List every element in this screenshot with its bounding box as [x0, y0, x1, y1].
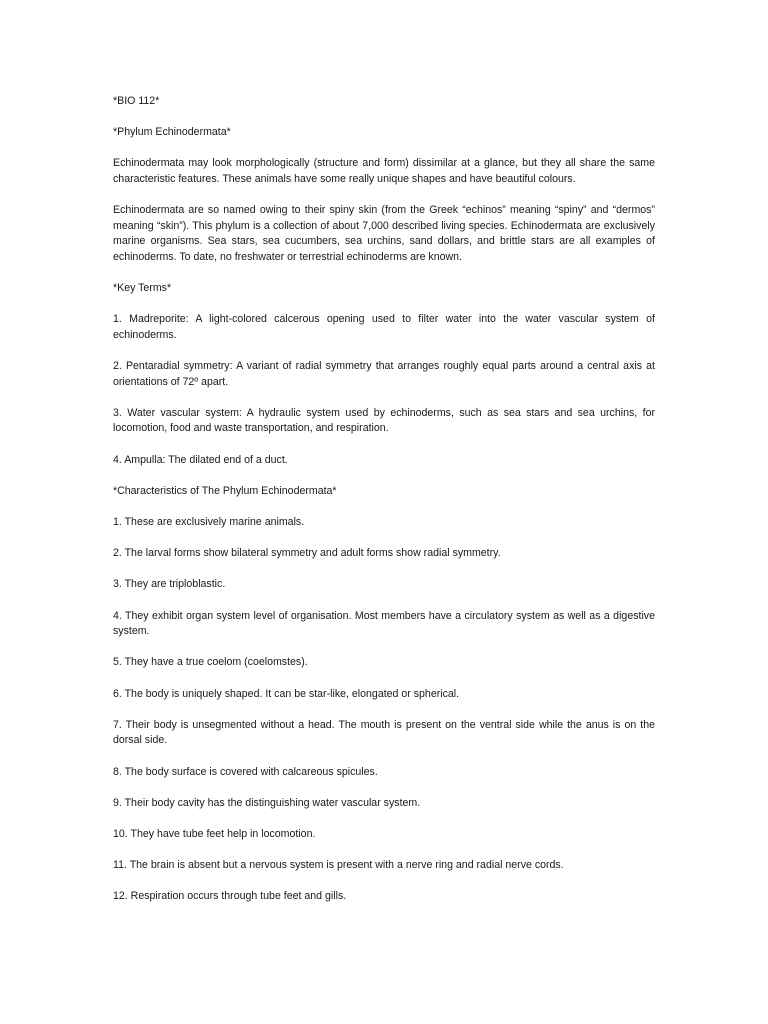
intro-paragraph: Echinodermata are so named owing to their spiny skin (from the Greek “echinos” meaning “spiny” and “dermos” meaning “skin”). This phylum is a collection of about 7,000 described living species. Echinodermata are exclusively marine organisms. Sea stars, sea cucumbers, sea urchins, sand dollars, and brittle stars are all examples of echinoderms. To date, no freshwater or terrestrial echinoderms are known. — [113, 204, 655, 263]
characteristic-item: 11. The brain is absent but a nervous system is present with a nerve ring and radial nerve cords. — [113, 859, 564, 872]
key-term-item: 4. Ampulla: The dilated end of a duct. — [113, 453, 288, 466]
intro-paragraph: Echinodermata may look morphologically (structure and form) dissimilar at a glance, but they all share the same characteristic features. These animals have some really unique shapes and have beautiful colours. — [113, 157, 655, 185]
characteristic-item: 2. The larval forms show bilateral symmetry and adult forms show radial symmetry. — [113, 547, 501, 560]
key-terms-heading: *Key Terms* — [113, 282, 172, 295]
characteristic-item: 1. These are exclusively marine animals. — [113, 516, 305, 529]
characteristic-item: 12. Respiration occurs through tube feet and gills. — [113, 890, 347, 903]
key-term-item: 3. Water vascular system: A hydraulic system used by echinoderms, such as sea stars and sea urchins, for locomotion, food and waste transportation, and respiration. — [113, 406, 655, 435]
characteristic-item: 9. Their body cavity has the distinguishing water vascular system. — [113, 796, 421, 809]
course-code: *BIO 112* — [113, 95, 160, 107]
characteristic-item: 10. They have tube feet help in locomotion. — [113, 827, 316, 840]
document-title: *Phylum Echinodermata* — [113, 126, 231, 139]
key-term-item: 1. Madreporite: A light-colored calcerous opening used to filter water into the water vascular system of echinoderms. — [113, 313, 655, 341]
characteristics-heading: *Characteristics of The Phylum Echinodermata* — [113, 484, 337, 497]
characteristic-item: 5. They have a true coelom (coelomstes). — [113, 656, 308, 669]
key-term-item: 2. Pentaradial symmetry: A variant of radial symmetry that arranges roughly equal parts around a central axis at orientations of 72º apart. — [113, 360, 655, 388]
characteristic-item: 7. Their body is unsegmented without a head. The mouth is present on the ventral side while the anus is on the dorsal side. — [113, 718, 655, 747]
characteristic-item: 6. The body is uniquely shaped. It can be star-like, elongated or spherical. — [113, 687, 460, 700]
characteristic-item: 4. They exhibit organ system level of organisation. Most members have a circulatory system as well as a digestive system. — [113, 609, 655, 638]
characteristic-item: 8. The body surface is covered with calcareous spicules. — [113, 765, 378, 778]
document-body — [113, 94, 655, 920]
characteristic-item: 3. They are triploblastic. — [113, 578, 226, 591]
